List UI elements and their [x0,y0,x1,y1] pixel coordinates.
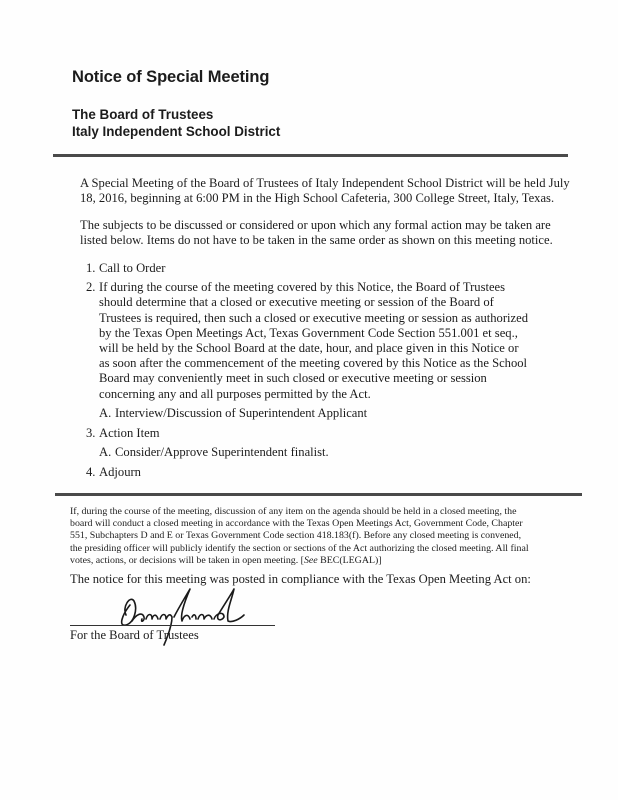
board-name: The Board of Trustees [72,107,214,122]
signature-line [70,625,275,626]
meeting-announcement: A Special Meeting of the Board of Trustees of Italy Independent School District will be held July 18, 2016, beginning at 6:00 PM in the High School Cafeteria, 300 College Street, Italy, Texas. [80,176,570,206]
footnote-divider [55,493,582,496]
document-subtitle [72,106,280,140]
agenda-item-call-to-order: 1. Call to Order [86,261,166,275]
closed-meeting-footnote: If, during the course of the meeting, discussion of any item on the agenda should be held in a closed meeting, the board will conduct a closed meeting in accordance with the Texas Open Meetings Act, Government Code, Chapter 551, Subchapters D and E or Texas Government Code section 418.183(f). Before any closed meeting is convened, the presiding officer will publicly identify the section or sections of the Act authorizing the closed meeting. All final votes, actions, or decisions will be taken in open meeting. [See BEC(LEGAL)] [70,506,529,566]
signature-caption: For the Board of Trustees [70,628,199,642]
agenda-item-adjourn: 4. Adjourn [86,465,141,480]
agenda-subitem-approve-finalist: A. Consider/Approve Superintendent finalist. [99,445,329,460]
agenda-subitem-interview: A. Interview/Discussion of Superintendent Applicant [99,405,368,420]
subjects-intro: The subjects to be discussed or considered or upon which any formal action may be taken are listed below. Items do not have to be taken in the same order as shown on this meeting notice. [80,218,553,248]
header-divider [53,154,568,157]
district-name: Italy Independent School District [72,124,281,139]
agenda-list [80,261,590,485]
posting-statement: The notice for this meeting was posted in compliance with the Texas Open Meeting Act on: [70,572,531,586]
page-title: Notice of Special Meeting [72,68,270,86]
agenda-item-action: 3. Action Item A. Consider/Approve Superintendent finalist. [80,426,590,460]
agenda-item-closed-session: 2. If during the course of the meeting covered by this Notice, the Board of Trustees should determine that a closed or executive meeting or session of the Board of Trustees is required, then such a closed or executive meeting or session as authorized by the Texas Open Meetings Act, Texas Government Code Section 551.001 et seq., will be held by the School Board at the date, hour, and place given in this Notice or as soon after the commencement of the meeting covered by this Notice as the School Board may conveniently meet in such closed or executive meeting or session concerning any and all purposes permitted by the Act. A. Interview/Discussion of Superintendent Applicant [80,280,590,421]
